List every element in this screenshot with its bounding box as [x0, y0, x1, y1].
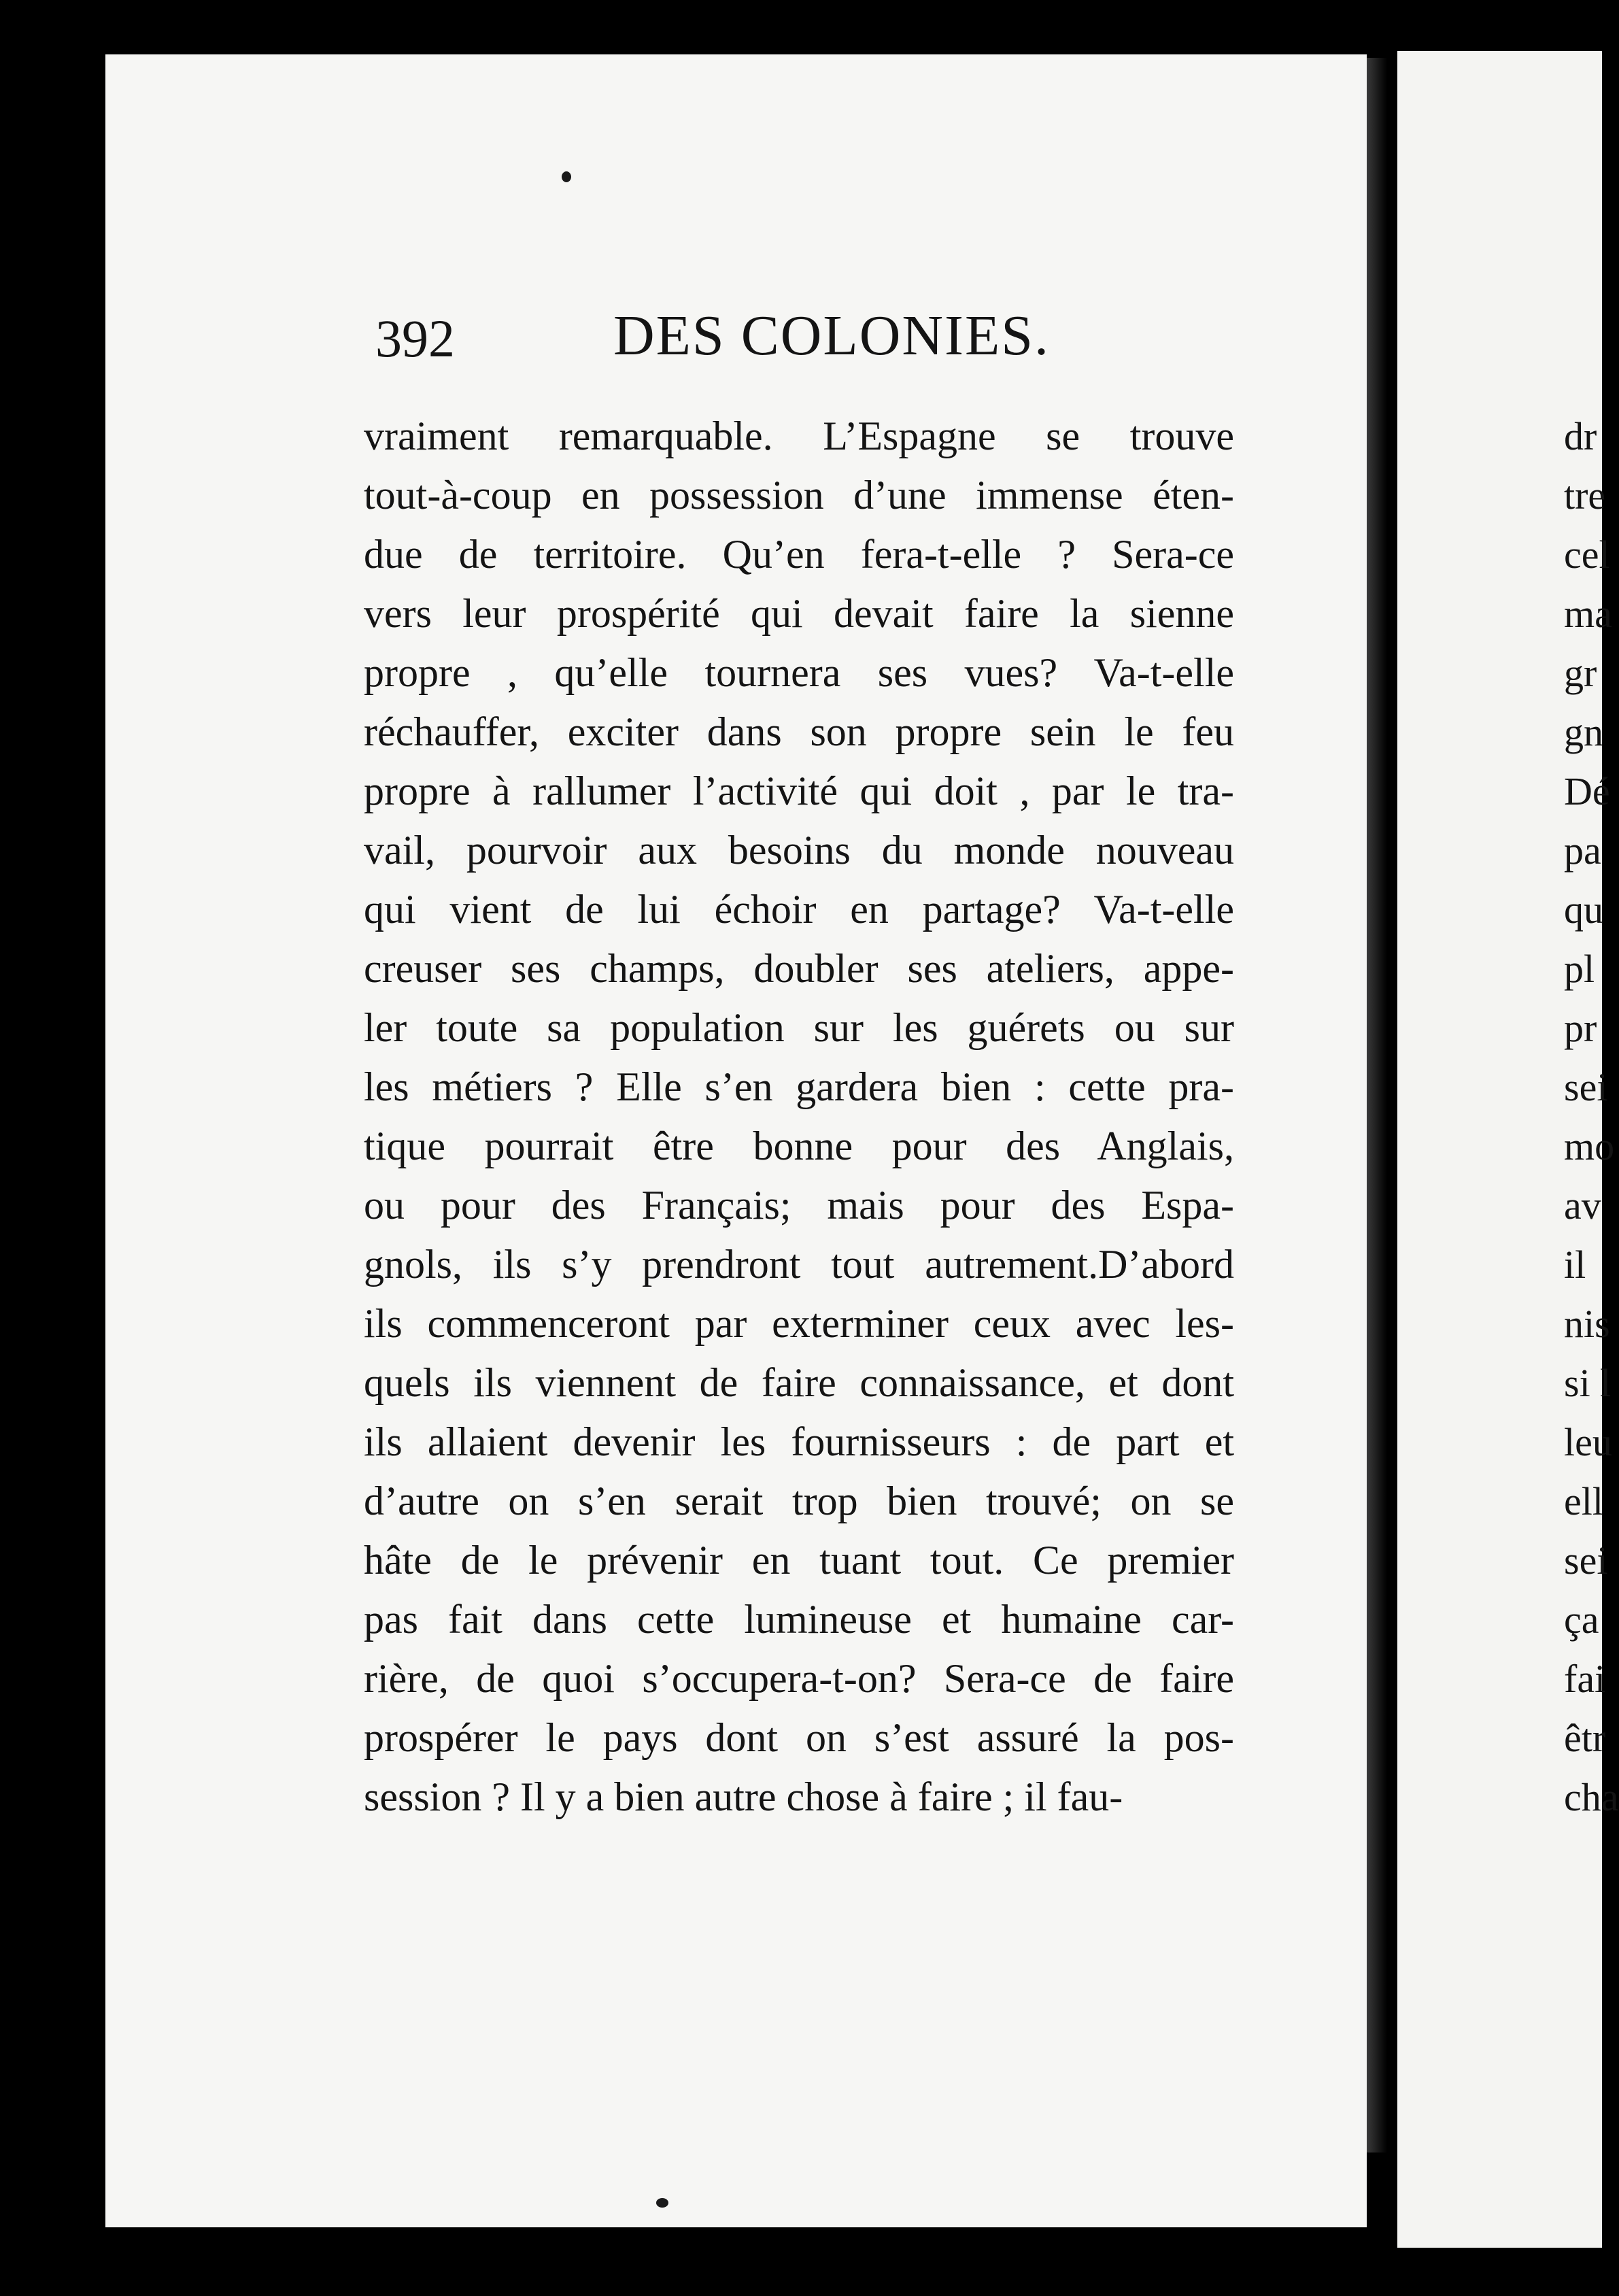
facing-page-fragment: pa	[1564, 828, 1601, 873]
facing-page-fragment: ma	[1564, 592, 1612, 636]
facing-page-fragment: il	[1564, 1243, 1586, 1287]
text-line: tique pourrait être bonne pour des Anglais,	[364, 1124, 1234, 1168]
text-line: ler toute sa population sur les guérets ou sur	[364, 1005, 1234, 1050]
facing-page-fragment: ell	[1564, 1479, 1603, 1523]
facing-page-fragment: leu	[1564, 1420, 1612, 1464]
text-line: tout-à-coup en possession d’une immense éten-	[364, 473, 1234, 518]
facing-page-fragment: êtr	[1564, 1716, 1606, 1760]
facing-page-fragment: si l	[1564, 1361, 1612, 1405]
body-text	[364, 407, 1234, 1827]
text-line: hâte de le prévenir en tuant tout. Ce premier	[364, 1538, 1234, 1583]
text-line: rière, de quoi s’occupera-t-on? Sera-ce de faire	[364, 1656, 1234, 1701]
text-line: pas fait dans cette lumineuse et humaine car-	[364, 1597, 1234, 1642]
text-line: ils commenceront par exterminer ceux avec les-	[364, 1301, 1234, 1346]
facing-page-fragment: sei	[1564, 1538, 1608, 1583]
text-line: vail, pourvoir aux besoins du monde nouveau	[364, 828, 1234, 873]
text-line: ils allaient devenir les fournisseurs : de part et	[364, 1419, 1234, 1464]
facing-page-fragment: pl	[1564, 947, 1595, 991]
facing-page-fragment: gn	[1564, 710, 1603, 754]
running-title: DES COLONIES.	[613, 304, 1051, 367]
facing-page-fragment: fai	[1564, 1657, 1606, 1701]
facing-page-fragment: cel	[1564, 533, 1610, 577]
text-line: due de territoire. Qu’en fera-t-elle ? Sera-ce	[364, 532, 1234, 577]
text-line: vers leur prospérité qui devait faire la sienne	[364, 591, 1234, 636]
facing-page-fragment: sei	[1564, 1065, 1608, 1109]
facing-page-fragment: av	[1564, 1183, 1601, 1228]
book-gutter	[1367, 58, 1387, 2152]
text-line: quels ils viennent de faire connaissance, et dont	[364, 1360, 1234, 1405]
ink-speck	[562, 171, 571, 182]
text-line: qui vient de lui échoir en partage? Va-t-elle	[364, 887, 1234, 932]
text-line: propre à rallumer l’activité qui doit , par le tra-	[364, 769, 1234, 813]
text-line: les métiers ? Elle s’en gardera bien : cette pra-	[364, 1064, 1234, 1109]
facing-page-fragment: Dé	[1564, 769, 1610, 813]
facing-page-text-fragments	[1564, 407, 1619, 1827]
text-line: réchauffer, exciter dans son propre sein le feu	[364, 709, 1234, 754]
running-header	[375, 303, 1218, 384]
text-line: d’autre on s’en serait trop bien trouvé; on se	[364, 1479, 1234, 1523]
facing-page-fragment: ça	[1564, 1598, 1599, 1642]
facing-page-fragment: mo	[1564, 1124, 1615, 1168]
text-line: gnols, ils s’y prendront tout autrement.D’abord	[364, 1242, 1234, 1287]
ink-speck	[656, 2198, 668, 2208]
facing-page-fragment: dr	[1564, 414, 1597, 458]
text-line: ou pour des Français; mais pour des Espa-	[364, 1183, 1234, 1228]
text-line: prospérer le pays dont on s’est assuré la pos-	[364, 1715, 1234, 1760]
text-line: session ? Il y a bien autre chose à faire ; il fau-	[364, 1774, 1123, 1819]
facing-page-fragment: qu	[1564, 888, 1603, 932]
page-number: 392	[375, 309, 455, 368]
text-line: vraiment remarquable. L’Espagne se trouve	[364, 413, 1234, 458]
facing-page-fragment: cha	[1564, 1775, 1619, 1819]
text-line: propre , qu’elle tournera ses vues? Va-t-elle	[364, 650, 1234, 695]
facing-page-fragment: tre	[1564, 473, 1606, 518]
text-line: creuser ses champs, doubler ses ateliers, appe-	[364, 946, 1234, 991]
facing-page-fragment: pr	[1564, 1006, 1597, 1050]
facing-page-fragment: gr	[1564, 651, 1597, 695]
facing-page-fragment: nis	[1564, 1302, 1610, 1346]
